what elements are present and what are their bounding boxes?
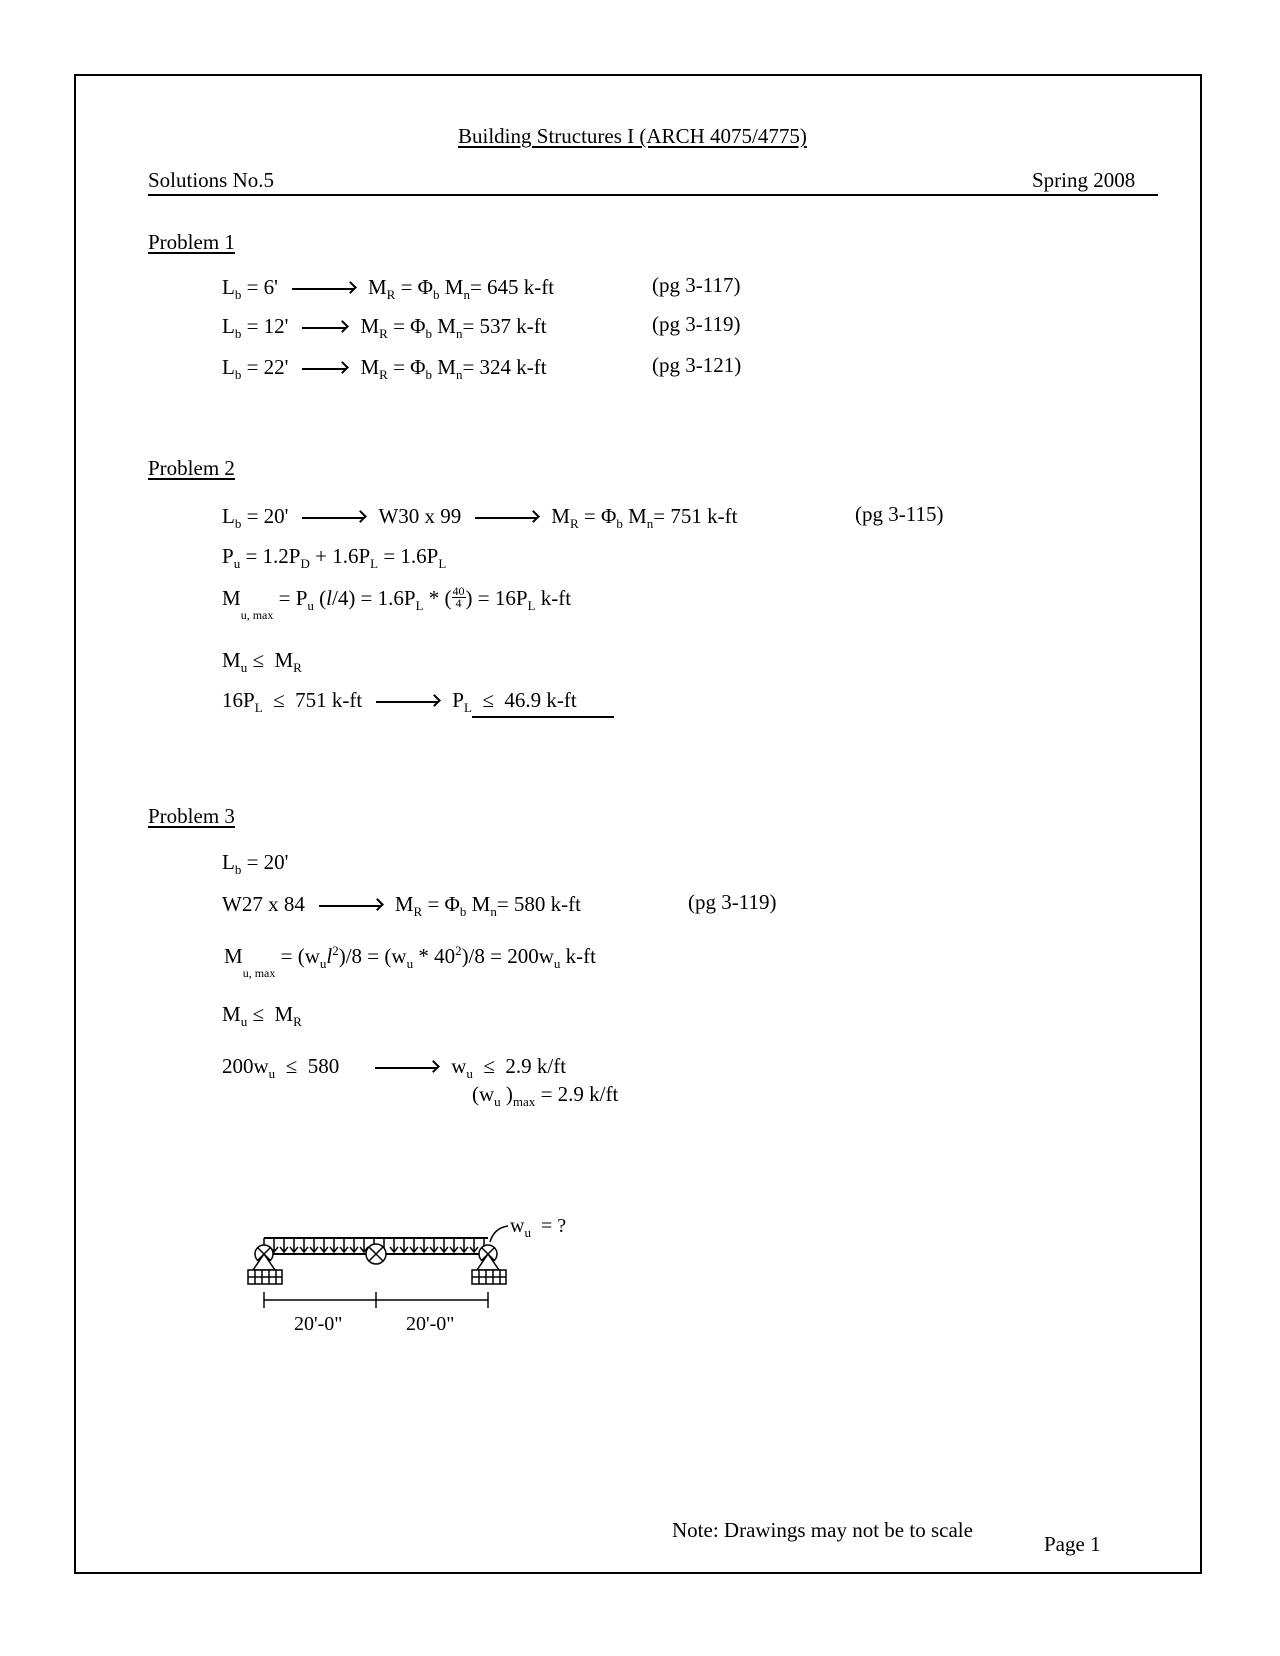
header-rule — [148, 194, 1158, 196]
course-title: Building Structures I (ARCH 4075/4775) — [458, 124, 807, 148]
solutions-label: Solutions No.5 — [148, 168, 275, 192]
problem1-ref-2: (pg 3-119) — [652, 312, 741, 336]
problem2-mu-equation: $M_{u, max} = P_u$ $(l/4) = 1.6P_L$ * ( $\frac{40}{4}$ ) = $16P_L$ k-ft — [222, 584, 572, 622]
problem3-heading: Problem 3 — [148, 804, 235, 828]
problem3-lb: $L_b = 20'$ — [222, 850, 289, 877]
problem1-ref-3: (pg 3-121) — [652, 353, 742, 377]
problem3-mu-le-mr: $M_u \le M_R$ — [222, 1002, 302, 1029]
problem2-heading: Problem 2 — [148, 456, 235, 480]
problem3-section-line: W27 x 84 $M_R = \Phi_b$ $M_n= 580$ k-ft — [222, 892, 581, 919]
problem3-ref: (pg 3-119) — [688, 890, 777, 914]
problem2-result-underline — [472, 716, 614, 718]
page-number: Page 1 — [1044, 1532, 1101, 1556]
scale-note: Note: Drawings may not be to scale — [672, 1518, 973, 1542]
problem1-heading: Problem 1 — [148, 230, 235, 254]
problem2-ref: (pg 3-115) — [855, 502, 944, 526]
left-support — [248, 1245, 282, 1284]
span-label-1: 20'-0" — [294, 1313, 343, 1335]
problem2-line-1: $L_b = 20'$ W30 x 99 $M_R = \Phi_b$ $M_n= 751$ k-ft — [222, 504, 738, 531]
problem2-inequality: $16P_L \le 751$ k-ft $P_L \le 46.9$ k-ft — [222, 688, 577, 715]
middle-support — [366, 1244, 386, 1264]
right-support — [472, 1245, 506, 1284]
load-label: $w_u$ = ? — [510, 1215, 567, 1240]
page-border — [74, 74, 1202, 1574]
problem1-row-2: $L_b = 12'$ $M_R = \Phi_b$ $M_n= 537$ k-ft — [222, 314, 547, 341]
dimension-line — [264, 1292, 488, 1308]
problem1-ref-1: (pg 3-117) — [652, 273, 741, 297]
problem3-inequality: $200w_u \le 580$ $w_u \le 2.9$ k/ft — [222, 1054, 567, 1081]
beam-diagram — [236, 1200, 536, 1330]
problem3-max-equation: ($w_u$ )$_{max} = 2.9$ k/ft — [472, 1082, 619, 1109]
problem2-pu-equation: $P_u = 1.2P_D + 1.6P_L = 1.6P_L$ — [222, 544, 447, 571]
problem1-row-1: $L_b = 6'$ $M_R = \Phi_b$ $M_n= 645$ k-ft — [222, 275, 555, 302]
problem1-row-3: $L_b = 22'$ $M_R = \Phi_b$ $M_n= 324$ k-ft — [222, 355, 547, 382]
semester: Spring 2008 — [1032, 168, 1136, 192]
problem3-mu-equation: $M_{u, max} = (w_ul^2)/8 = (w_u * 40^2)/8 = 200w_u$ k-ft — [224, 943, 596, 980]
span-label-2: 20'-0" — [406, 1313, 455, 1335]
load-leader-arrow — [490, 1226, 508, 1242]
problem2-mu-le-mr: $M_u \le M_R$ — [222, 648, 302, 675]
